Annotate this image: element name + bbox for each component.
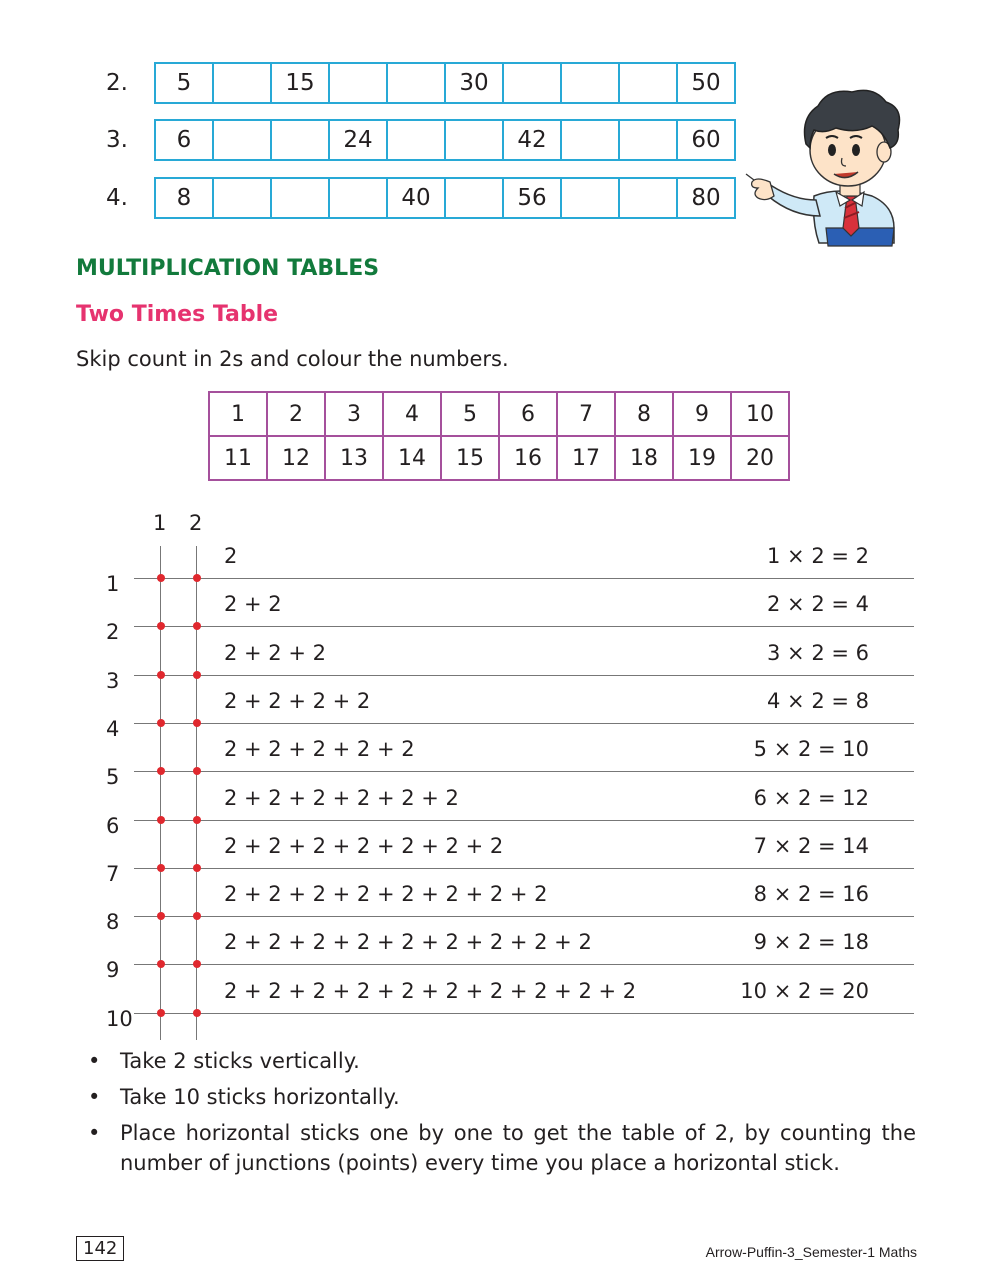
grid-cell[interactable]: 1 <box>209 392 267 436</box>
grid-cell[interactable]: 14 <box>383 436 441 480</box>
multiplication-fact: 10 × 2 = 20 <box>740 978 869 1003</box>
multiplication-fact: 9 × 2 = 18 <box>753 930 869 955</box>
row-number: 10 <box>106 1006 133 1031</box>
skip-count-table <box>154 177 736 219</box>
multiplication-fact: 3 × 2 = 6 <box>767 640 869 665</box>
row-number: 2 <box>106 620 120 645</box>
junction-point <box>193 960 201 968</box>
junction-point <box>193 912 201 920</box>
skip-cell[interactable] <box>271 120 329 160</box>
grid-cell[interactable]: 13 <box>325 436 383 480</box>
row-number: 1 <box>106 572 120 596</box>
skip-count-table <box>154 62 736 104</box>
section-heading: MULTIPLICATION TABLES <box>76 256 380 281</box>
grid-cell[interactable]: 7 <box>557 392 615 436</box>
horizontal-stick <box>134 1013 914 1014</box>
skip-cell[interactable] <box>387 63 445 103</box>
row-number: 3 <box>106 668 120 693</box>
skip-cell: 40 <box>387 178 445 218</box>
junction-point <box>157 816 165 824</box>
junction-point <box>193 574 201 582</box>
vertical-stick-label: 2 <box>189 511 203 535</box>
skip-cell[interactable] <box>503 63 561 103</box>
vertical-stick-label: 1 <box>153 511 167 535</box>
junction-point <box>193 864 201 872</box>
skip-cell[interactable] <box>445 120 503 160</box>
row-number: 7 <box>106 861 120 886</box>
junction-point <box>157 622 165 630</box>
horizontal-stick <box>134 626 914 627</box>
page-number: 142 <box>76 1236 124 1261</box>
grid-cell[interactable]: 16 <box>499 436 557 480</box>
horizontal-stick <box>134 675 914 676</box>
addition-expression: 2 <box>224 544 238 568</box>
horizontal-stick <box>134 771 914 772</box>
instruction-item <box>86 1046 916 1076</box>
grid-cell[interactable]: 11 <box>209 436 267 480</box>
row-number: 5 <box>106 765 120 790</box>
skip-cell: 24 <box>329 120 387 160</box>
row-number: 9 <box>106 958 120 983</box>
horizontal-stick <box>134 964 914 965</box>
skip-cell[interactable] <box>213 178 271 218</box>
multiplication-fact: 7 × 2 = 14 <box>753 833 869 858</box>
instruction-item-text: Place horizontal sticks one by one to get the table of 2, by counting the number of junctions (points) every time you place a horizontal stick. <box>120 1121 916 1175</box>
junction-point <box>157 912 165 920</box>
grid-cell[interactable]: 17 <box>557 436 615 480</box>
multiplication-fact: 2 × 2 = 4 <box>767 592 869 617</box>
addition-expression: 2 + 2 <box>224 592 282 617</box>
addition-expression: 2 + 2 + 2 + 2 + 2 + 2 <box>224 785 459 810</box>
skip-cell[interactable] <box>445 178 503 218</box>
junction-point <box>193 622 201 630</box>
skip-row <box>106 177 736 219</box>
skip-cell[interactable] <box>387 120 445 160</box>
grid-cell[interactable]: 12 <box>267 436 325 480</box>
multiplication-fact: 5 × 2 = 10 <box>753 737 869 762</box>
skip-row-number: 2. <box>106 70 128 96</box>
grid-cell[interactable]: 9 <box>673 392 731 436</box>
skip-cell: 30 <box>445 63 503 103</box>
bullet-icon: • <box>88 1121 101 1145</box>
addition-expression: 2 + 2 + 2 + 2 + 2 + 2 + 2 + 2 + 2 + 2 <box>224 978 637 1003</box>
skip-cell: 15 <box>271 63 329 103</box>
addition-expression: 2 + 2 + 2 + 2 <box>224 688 371 713</box>
addition-expression: 2 + 2 + 2 <box>224 640 326 665</box>
multiplication-fact: 4 × 2 = 8 <box>767 688 869 713</box>
junction-point <box>157 1009 165 1017</box>
skip-row-number: 4. <box>106 185 128 211</box>
skip-cell: 60 <box>677 120 735 160</box>
junction-point <box>157 574 165 582</box>
skip-count-table <box>154 119 736 161</box>
junction-point <box>157 719 165 727</box>
junction-point <box>193 816 201 824</box>
junction-point <box>157 767 165 775</box>
skip-row <box>106 62 736 104</box>
junction-point <box>193 1009 201 1017</box>
skip-cell[interactable] <box>213 120 271 160</box>
junction-point <box>193 671 201 679</box>
grid-cell[interactable]: 4 <box>383 392 441 436</box>
multiplication-fact: 1 × 2 = 2 <box>767 544 869 568</box>
instruction-text: Skip count in 2s and colour the numbers. <box>76 347 509 371</box>
instruction-item-text: Take 10 sticks horizontally. <box>120 1085 400 1109</box>
footer-text: Arrow-Puffin-3_Semester-1 Maths <box>705 1244 917 1260</box>
horizontal-stick <box>134 820 914 821</box>
skip-cell[interactable] <box>619 120 677 160</box>
multiplication-fact: 8 × 2 = 16 <box>753 882 869 907</box>
skip-cell: 50 <box>677 63 735 103</box>
skip-cell: 5 <box>155 63 213 103</box>
row-number: 4 <box>106 716 120 741</box>
bullet-icon: • <box>88 1049 101 1073</box>
skip-cell[interactable] <box>561 63 619 103</box>
number-grid <box>208 391 790 481</box>
grid-cell[interactable]: 2 <box>267 392 325 436</box>
grid-cell[interactable]: 20 <box>731 436 789 480</box>
skip-row-number: 3. <box>106 127 128 153</box>
skip-cell: 80 <box>677 178 735 218</box>
instruction-item-text: Take 2 sticks vertically. <box>120 1049 360 1073</box>
skip-cell[interactable] <box>561 178 619 218</box>
skip-cell[interactable] <box>619 178 677 218</box>
boy-illustration <box>744 78 924 248</box>
multiplication-fact: 6 × 2 = 12 <box>753 785 869 810</box>
addition-expression: 2 + 2 + 2 + 2 + 2 + 2 + 2 + 2 <box>224 882 548 907</box>
grid-cell[interactable]: 10 <box>731 392 789 436</box>
skip-cell: 6 <box>155 120 213 160</box>
bullet-icon: • <box>88 1085 101 1109</box>
instruction-item <box>86 1082 916 1112</box>
skip-row <box>106 119 736 161</box>
grid-cell[interactable]: 3 <box>325 392 383 436</box>
grid-cell[interactable]: 15 <box>441 436 499 480</box>
grid-cell[interactable]: 18 <box>615 436 673 480</box>
row-number: 6 <box>106 813 120 838</box>
skip-cell[interactable] <box>329 178 387 218</box>
grid-cell[interactable]: 19 <box>673 436 731 480</box>
skip-cell: 8 <box>155 178 213 218</box>
subsection-heading: Two Times Table <box>76 302 279 327</box>
skip-cell[interactable] <box>271 178 329 218</box>
junction-point <box>157 864 165 872</box>
horizontal-stick <box>134 723 914 724</box>
instruction-list <box>86 1046 916 1184</box>
addition-expression: 2 + 2 + 2 + 2 + 2 + 2 + 2 + 2 + 2 <box>224 930 592 955</box>
horizontal-stick <box>134 868 914 869</box>
grid-cell[interactable]: 5 <box>441 392 499 436</box>
instruction-item <box>86 1118 916 1178</box>
skip-cell: 42 <box>503 120 561 160</box>
junction-point <box>193 719 201 727</box>
junction-point <box>157 960 165 968</box>
addition-expression: 2 + 2 + 2 + 2 + 2 + 2 + 2 <box>224 833 504 858</box>
skip-cell[interactable] <box>561 120 619 160</box>
grid-cell[interactable]: 8 <box>615 392 673 436</box>
horizontal-stick <box>134 578 914 579</box>
skip-cell[interactable] <box>213 63 271 103</box>
horizontal-stick <box>134 916 914 917</box>
addition-expression: 2 + 2 + 2 + 2 + 2 <box>224 737 415 762</box>
skip-cell: 56 <box>503 178 561 218</box>
skip-cell[interactable] <box>329 63 387 103</box>
junction-point <box>193 767 201 775</box>
row-number: 8 <box>106 910 120 935</box>
grid-cell[interactable]: 6 <box>499 392 557 436</box>
skip-cell[interactable] <box>619 63 677 103</box>
junction-point <box>157 671 165 679</box>
